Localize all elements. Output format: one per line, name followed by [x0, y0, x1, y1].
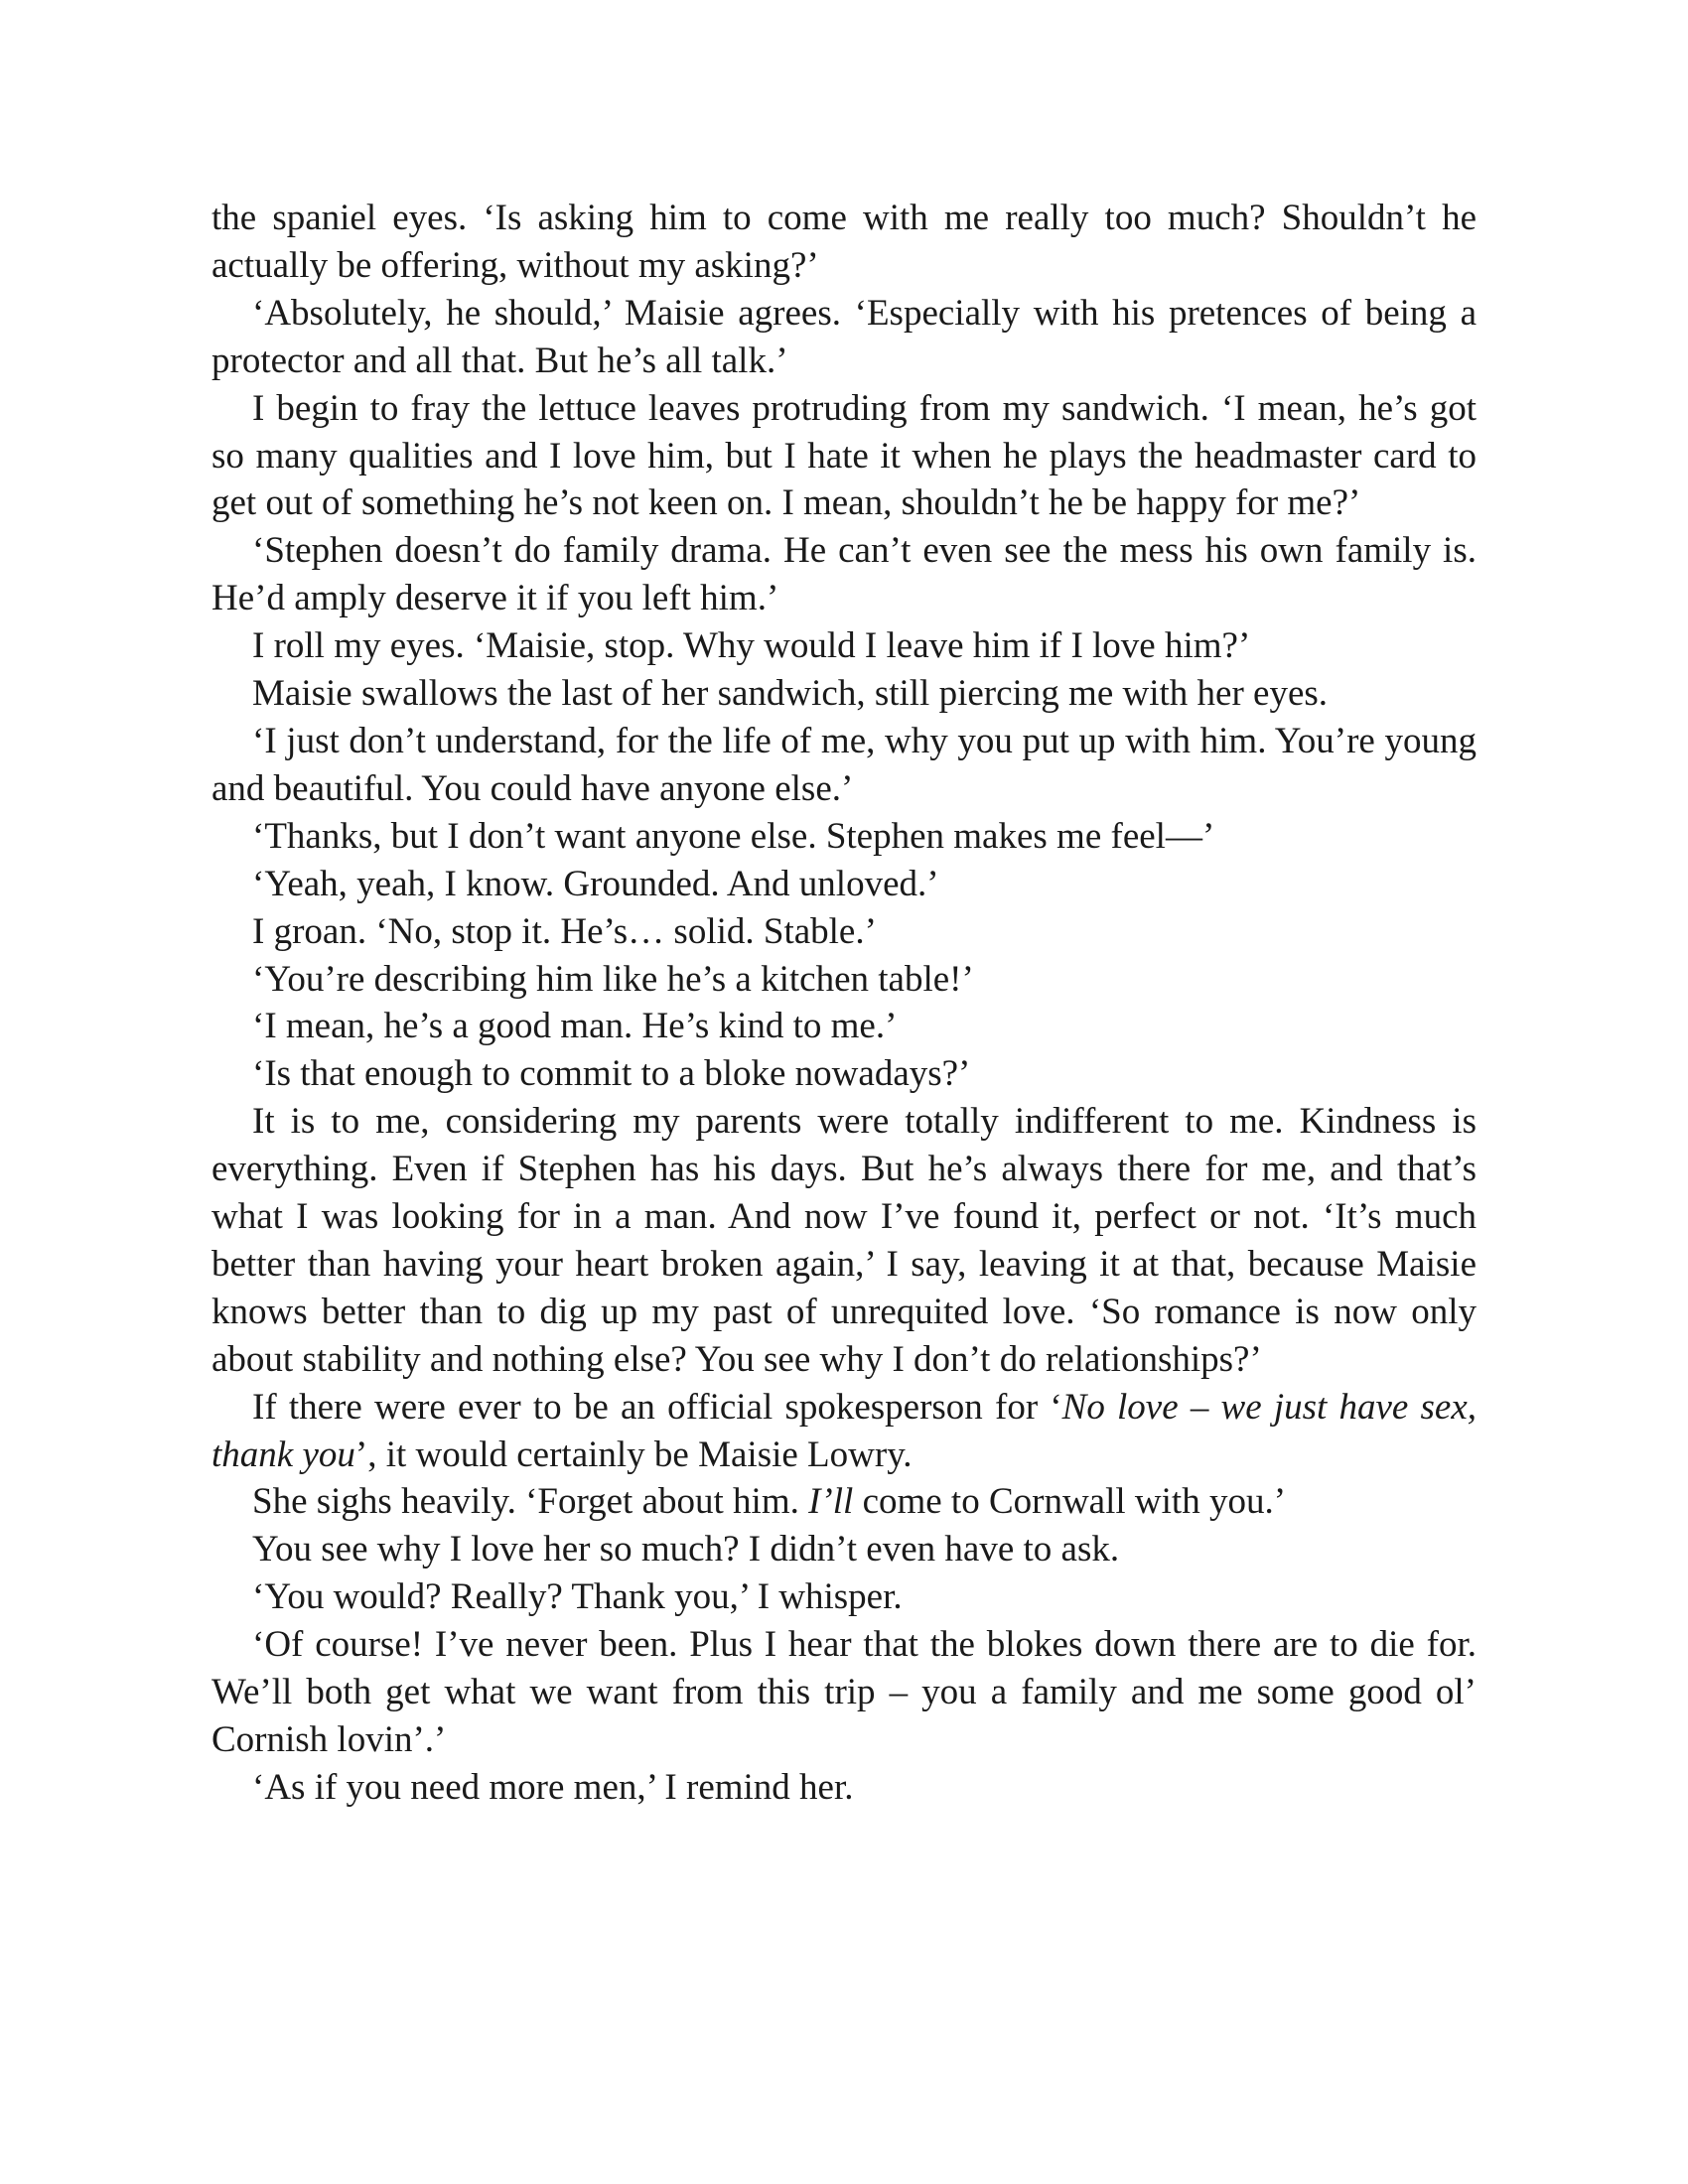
paragraph-text: ’, it would certainly be Maisie Lowry.: [354, 1433, 913, 1475]
paragraph-text: I roll my eyes. ‘Maisie, stop. Why would I leave him if I love him?’: [252, 625, 1251, 667]
paragraph-text: I groan. ‘No, stop it. He’s… solid. Stable.’: [252, 910, 877, 952]
paragraph-text: ‘Absolutely, he should,’ Maisie agrees. ‘Especially with his pretences of being a protector and all that. But he’s all talk.’: [211, 292, 1477, 381]
paragraph-3: [211, 385, 1477, 528]
paragraph-9: [211, 861, 1477, 908]
paragraph-text: She sighs heavily. ‘Forget about him.: [252, 1481, 809, 1523]
paragraph-2: [211, 290, 1477, 385]
paragraph-text: Maisie swallows the last of her sandwich, still piercing me with her eyes.: [252, 673, 1329, 715]
paragraph-8: [211, 813, 1477, 861]
paragraph-text: ‘Is that enough to commit to a bloke nowadays?’: [252, 1053, 971, 1095]
paragraph-text: You see why I love her so much? I didn’t even have to ask.: [252, 1529, 1120, 1570]
paragraph-4: [211, 527, 1477, 622]
paragraph-text: ‘You would? Really? Thank you,’ I whisper.: [252, 1576, 903, 1618]
paragraph-7: [211, 718, 1477, 813]
paragraph-11: [211, 956, 1477, 1004]
paragraph-10: [211, 908, 1477, 956]
book-page-body: [211, 195, 1477, 1812]
paragraph-12: [211, 1003, 1477, 1050]
paragraph-text: If there were ever to be an official spokesperson for ‘: [252, 1386, 1062, 1428]
paragraph-20: [211, 1764, 1477, 1812]
paragraph-14: [211, 1098, 1477, 1383]
paragraph-text: ‘Yeah, yeah, I know. Grounded. And unloved.’: [252, 863, 939, 904]
paragraph-18: [211, 1573, 1477, 1621]
paragraph-text: It is to me, considering my parents were totally indifferent to me. Kindness is everything. Even if Stephen has his days. But he’s always there for me, and that’s what I was looking for in a man. And now I’ve found it, perfect or not. ‘It’s much better than having your heart broken again,’ I say, leaving it at that, because Maisie knows better than to dig up my past of unrequited love. ‘So romance is now only about stability and nothing else? You see why I don’t do relationships?’: [211, 1101, 1477, 1380]
paragraph-text: ‘I just don’t understand, for the life of me, why you put up with him. You’re young and beautiful. You could have anyone else.’: [211, 720, 1477, 809]
paragraph-italic-text: I’ll: [808, 1481, 854, 1523]
paragraph-text: the spaniel eyes. ‘Is asking him to come with me really too much? Shouldn’t he actually be offering, without my asking?’: [211, 198, 1477, 286]
paragraph-text: ‘Thanks, but I don’t want anyone else. Stephen makes me feel—’: [252, 815, 1215, 857]
paragraph-5: [211, 622, 1477, 670]
paragraph-17: [211, 1526, 1477, 1573]
paragraph-15: [211, 1384, 1477, 1479]
paragraph-text: ‘You’re describing him like he’s a kitchen table!’: [252, 958, 974, 1000]
paragraph-text: ‘Of course! I’ve never been. Plus I hear that the blokes down there are to die for. We’ll both get what we want from this trip – you a family and me some good ol’ Cornish lovin’.’: [211, 1624, 1477, 1760]
paragraph-13: [211, 1050, 1477, 1098]
paragraph-6: [211, 670, 1477, 718]
paragraph-16: [211, 1478, 1477, 1526]
paragraph-text: ‘Stephen doesn’t do family drama. He can’t even see the mess his own family is. He’d amply deserve it if you left him.’: [211, 530, 1477, 619]
paragraph-1: [211, 195, 1477, 290]
paragraph-italic-text: No love – we just have sex, thank you: [211, 1386, 1477, 1475]
paragraph-text: come to Cornwall with you.’: [853, 1481, 1287, 1523]
paragraph-19: [211, 1621, 1477, 1764]
paragraph-text: ‘I mean, he’s a good man. He’s kind to me.’: [252, 1006, 898, 1047]
paragraph-text: ‘As if you need more men,’ I remind her.: [252, 1766, 854, 1808]
paragraph-text: I begin to fray the lettuce leaves protruding from my sandwich. ‘I mean, he’s got so many qualities and I love him, but I hate it when he plays the headmaster card to get out of something he’s not keen on. I mean, shouldn’t he be happy for me?’: [211, 387, 1477, 524]
